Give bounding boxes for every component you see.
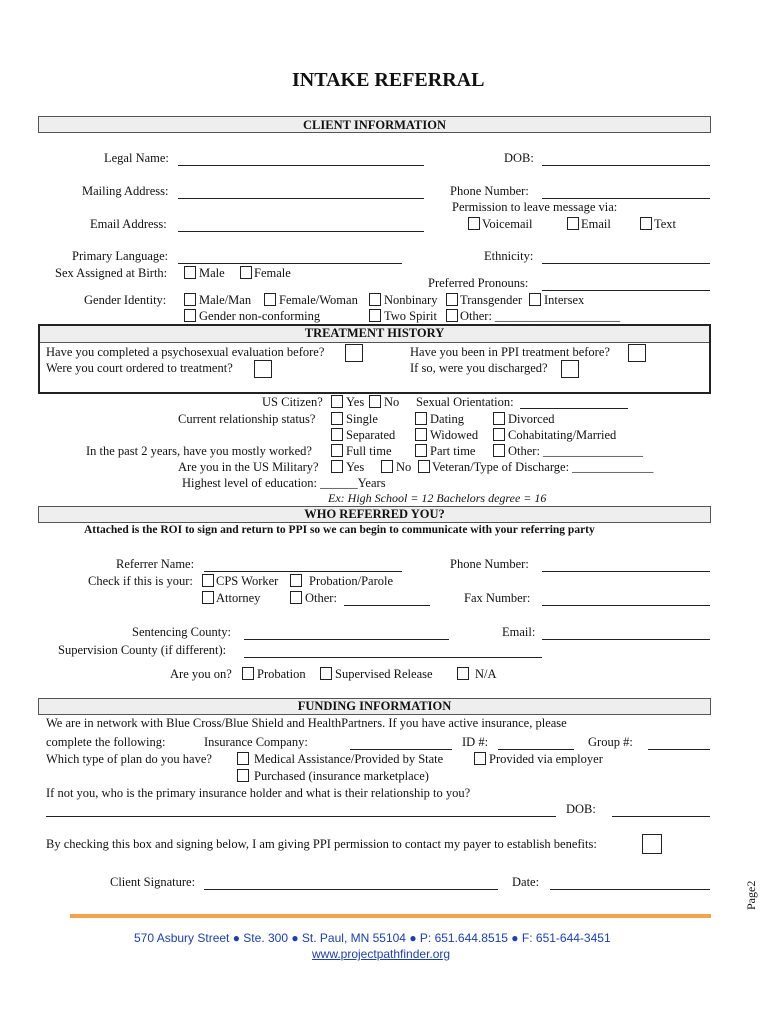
military-yes-label: Yes <box>346 460 365 474</box>
referrer-email-label: Email: <box>502 625 536 639</box>
military-label: Are you in the US Military? <box>178 460 319 474</box>
fax-number-field[interactable] <box>542 605 710 606</box>
intersex-label: Intersex <box>544 293 585 307</box>
sexual-orientation-label: Sexual Orientation: <box>416 395 514 409</box>
voicemail-checkbox[interactable] <box>468 217 480 230</box>
other-referrer-field[interactable] <box>344 605 430 606</box>
holder-dob-field[interactable] <box>612 816 710 817</box>
attorney-checkbox[interactable] <box>202 591 214 604</box>
education-label: Highest level of education: ______Years <box>182 476 386 490</box>
insurance-company-field[interactable] <box>350 749 452 750</box>
roi-instructions: Attached is the ROI to sign and return to PPI so we can begin to communicate with your referring party <box>84 524 595 536</box>
citizen-yes-checkbox[interactable] <box>331 395 343 408</box>
phone-number-label: Phone Number: <box>450 184 529 198</box>
preferred-pronouns-field[interactable] <box>542 290 710 291</box>
page-number: Page2 <box>744 880 758 910</box>
client-information-header: CLIENT INFORMATION <box>38 116 711 133</box>
consent-checkbox[interactable] <box>642 834 662 854</box>
dob-label: DOB: <box>504 151 534 165</box>
male-man-checkbox[interactable] <box>184 293 196 306</box>
veteran-checkbox[interactable] <box>418 460 430 473</box>
voicemail-label: Voicemail <box>482 217 533 231</box>
medical-assistance-label: Medical Assistance/Provided by State <box>254 752 444 766</box>
ethnicity-label: Ethnicity: <box>484 249 534 263</box>
supervised-release-label: Supervised Release <box>335 667 433 681</box>
female-woman-label: Female/Woman <box>279 293 358 307</box>
military-no-label: No <box>396 460 412 474</box>
plan-type-label: Which type of plan do you have? <box>46 752 212 766</box>
female-checkbox[interactable] <box>240 266 252 279</box>
supervision-county-field[interactable] <box>244 657 542 658</box>
footer-divider <box>70 914 711 918</box>
mailing-address-label: Mailing Address: <box>82 184 169 198</box>
single-checkbox[interactable] <box>331 412 343 425</box>
check-if-label: Check if this is your: <box>88 574 193 588</box>
group-label: Group #: <box>588 735 633 749</box>
mailing-address-field[interactable] <box>178 198 424 199</box>
footer-address: 570 Asbury Street ● Ste. 300 ● St. Paul, MN 55104 ● P: 651.644.8515 ● F: 651-644-3451 <box>134 931 611 945</box>
divorced-checkbox[interactable] <box>493 412 505 425</box>
signature-date-label: Date: <box>512 875 540 889</box>
military-no-checkbox[interactable] <box>381 460 393 473</box>
legal-name-label: Legal Name: <box>104 151 169 165</box>
phone-number-field[interactable] <box>542 198 710 199</box>
primary-holder-question: If not you, who is the primary insurance holder and what is their relationship to you? <box>46 786 471 800</box>
ppi-treatment-checkbox[interactable] <box>628 344 646 362</box>
military-yes-checkbox[interactable] <box>331 460 343 473</box>
court-ordered-checkbox[interactable] <box>254 360 272 378</box>
separated-checkbox[interactable] <box>331 428 343 441</box>
full-time-checkbox[interactable] <box>331 444 343 457</box>
group-field[interactable] <box>648 749 710 750</box>
consent-text: By checking this box and signing below, I am giving PPI permission to contact my payer to establish benefits: <box>46 837 597 851</box>
na-checkbox[interactable] <box>457 667 469 680</box>
attorney-label: Attorney <box>216 591 261 605</box>
primary-holder-field[interactable] <box>46 816 556 817</box>
education-example: Ex: High School = 12 Bachelors degree = 16 <box>328 491 547 505</box>
insurance-company-label: Insurance Company: <box>204 735 308 749</box>
email-option-label: Email <box>581 217 611 231</box>
two-spirit-label: Two Spirit <box>384 309 437 323</box>
permission-label: Permission to leave message via: <box>452 200 618 214</box>
cohabitating-label: Cohabitating/Married <box>508 428 617 442</box>
funding-information-header: FUNDING INFORMATION <box>38 698 711 715</box>
are-you-on-label: Are you on? <box>170 667 232 681</box>
client-signature-field[interactable] <box>204 889 498 890</box>
court-ordered-question: Were you court ordered to treatment? <box>46 361 233 375</box>
preferred-pronouns-label: Preferred Pronouns: <box>428 276 529 290</box>
two-spirit-checkbox[interactable] <box>369 309 381 322</box>
discharged-checkbox[interactable] <box>561 360 579 378</box>
psychosexual-checkbox[interactable] <box>345 344 363 362</box>
single-label: Single <box>346 412 378 426</box>
na-label: N/A <box>475 667 497 681</box>
sexual-orientation-field[interactable] <box>520 408 628 409</box>
male-label: Male <box>199 266 225 280</box>
widowed-label: Widowed <box>430 428 479 442</box>
referrer-name-field[interactable] <box>204 571 402 572</box>
who-referred-header: WHO REFERRED YOU? <box>38 506 711 523</box>
part-time-label: Part time <box>430 444 476 458</box>
gender-nonconforming-label: Gender non-conforming <box>199 309 321 323</box>
separated-label: Separated <box>346 428 396 442</box>
ppi-treatment-question: Have you been in PPI treatment before? <box>410 345 610 359</box>
female-woman-checkbox[interactable] <box>264 293 276 306</box>
male-man-label: Male/Man <box>199 293 252 307</box>
holder-dob-label: DOB: <box>566 802 596 816</box>
id-label: ID #: <box>462 735 489 749</box>
dob-field[interactable] <box>542 165 710 166</box>
in-network-text: We are in network with Blue Cross/Blue Shield and HealthPartners. If you have active insurance, please <box>46 716 567 730</box>
cps-worker-checkbox[interactable] <box>202 574 214 587</box>
other-work-label: Other: ________________ <box>508 444 644 458</box>
probation-checkbox[interactable] <box>242 667 254 680</box>
other-gender-label: Other: ____________________ <box>460 309 621 323</box>
veteran-label: Veteran/Type of Discharge: _____________ <box>432 460 654 474</box>
probation-label: Probation <box>257 667 306 681</box>
medical-assistance-checkbox[interactable] <box>237 752 249 765</box>
nonbinary-label: Nonbinary <box>384 293 438 307</box>
full-time-label: Full time <box>346 444 392 458</box>
ethnicity-field[interactable] <box>542 263 710 264</box>
female-label: Female <box>254 266 291 280</box>
probation-parole-label: Probation/Parole <box>309 574 394 588</box>
cps-worker-label: CPS Worker <box>216 574 279 588</box>
text-option-label: Text <box>654 217 677 231</box>
nonbinary-checkbox[interactable] <box>369 293 381 306</box>
other-work-checkbox[interactable] <box>493 444 505 457</box>
id-field[interactable] <box>498 749 574 750</box>
dating-checkbox[interactable] <box>415 412 427 425</box>
supervised-release-checkbox[interactable] <box>320 667 332 680</box>
discharged-question: If so, were you discharged? <box>410 361 548 375</box>
treatment-history-header: TREATMENT HISTORY <box>40 326 709 343</box>
client-signature-label: Client Signature: <box>110 875 196 889</box>
referrer-name-label: Referrer Name: <box>116 557 195 571</box>
us-citizen-label: US Citizen? <box>262 395 323 409</box>
complete-following-label: complete the following: <box>46 735 166 749</box>
psychosexual-question: Have you completed a psychosexual evaluation before? <box>46 345 325 359</box>
text-checkbox[interactable] <box>640 217 652 230</box>
footer-website-link[interactable]: www.projectpathfinder.org <box>312 947 451 961</box>
email-address-field[interactable] <box>178 231 424 232</box>
transgender-checkbox[interactable] <box>446 293 458 306</box>
male-checkbox[interactable] <box>184 266 196 279</box>
divorced-label: Divorced <box>508 412 555 426</box>
fax-number-label: Fax Number: <box>464 591 531 605</box>
referrer-phone-label: Phone Number: <box>450 557 529 571</box>
referrer-email-field[interactable] <box>542 639 710 640</box>
supervision-county-label: Supervision County (if different): <box>58 643 227 657</box>
employer-plan-checkbox[interactable] <box>474 752 486 765</box>
sentencing-county-label: Sentencing County: <box>132 625 231 639</box>
purchased-plan-checkbox[interactable] <box>237 769 249 782</box>
employer-plan-label: Provided via employer <box>489 752 603 766</box>
gender-nonconforming-checkbox[interactable] <box>184 309 196 322</box>
probation-parole-checkbox[interactable] <box>290 574 302 587</box>
primary-language-label: Primary Language: <box>72 249 169 263</box>
citizen-no-checkbox[interactable] <box>369 395 381 408</box>
other-referrer-label: Other: <box>305 591 337 605</box>
email-checkbox[interactable] <box>567 217 579 230</box>
referrer-phone-field[interactable] <box>542 571 710 572</box>
worked-label: In the past 2 years, have you mostly worked? <box>86 444 312 458</box>
page-title: INTAKE REFERRAL <box>292 69 485 91</box>
intersex-checkbox[interactable] <box>529 293 541 306</box>
primary-language-field[interactable] <box>178 263 402 264</box>
other-referrer-checkbox[interactable] <box>290 591 302 604</box>
part-time-checkbox[interactable] <box>415 444 427 457</box>
widowed-checkbox[interactable] <box>415 428 427 441</box>
email-address-label: Email Address: <box>90 217 167 231</box>
transgender-label: Transgender <box>460 293 523 307</box>
cohabitating-checkbox[interactable] <box>493 428 505 441</box>
citizen-yes-label: Yes <box>346 395 365 409</box>
dating-label: Dating <box>430 412 465 426</box>
purchased-plan-label: Purchased (insurance marketplace) <box>254 769 429 783</box>
sex-assigned-label: Sex Assigned at Birth: <box>55 266 168 280</box>
citizen-no-label: No <box>384 395 400 409</box>
legal-name-field[interactable] <box>178 165 424 166</box>
relationship-label: Current relationship status? <box>178 412 316 426</box>
signature-date-field[interactable] <box>550 889 710 890</box>
sentencing-county-field[interactable] <box>244 639 449 640</box>
gender-identity-label: Gender Identity: <box>84 293 167 307</box>
other-gender-checkbox[interactable] <box>446 309 458 322</box>
